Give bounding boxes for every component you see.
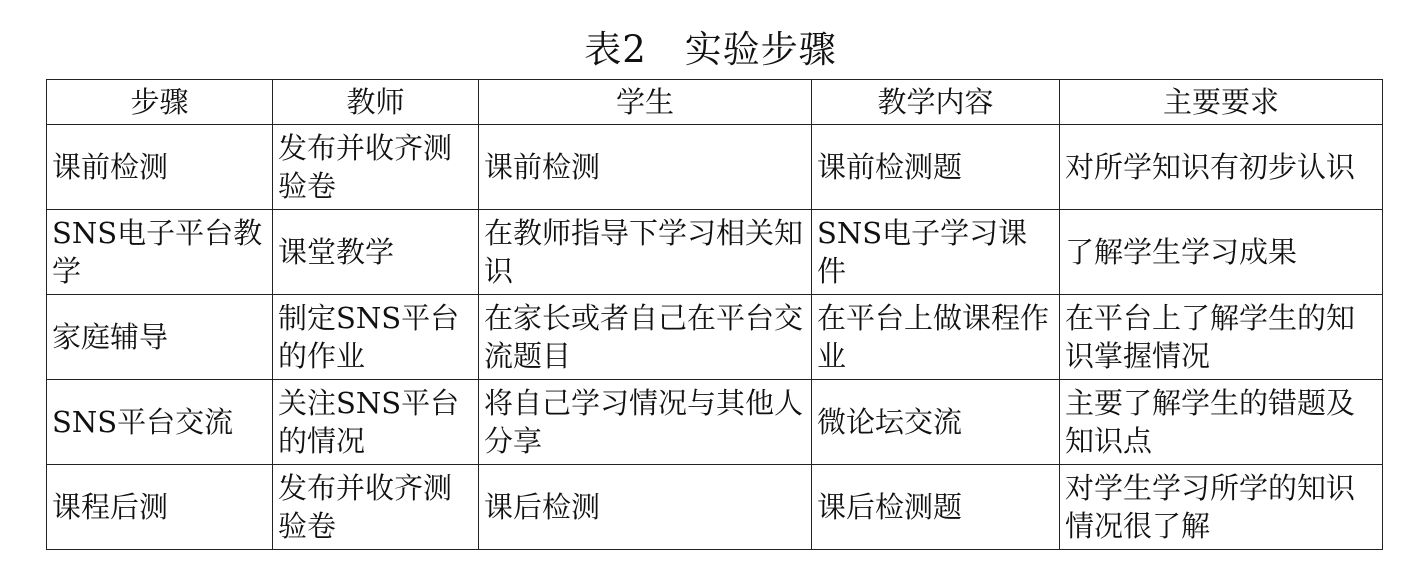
cell-teacher: 发布并收齐测验卷 (273, 465, 479, 550)
header-content: 教学内容 (812, 80, 1060, 125)
cell-student: 在家长或者自己在平台交流题目 (479, 295, 812, 380)
cell-step: 课前检测 (47, 125, 273, 210)
table-header-row (47, 80, 1383, 125)
header-teacher: 教师 (273, 80, 479, 125)
cell-step: SNS平台交流 (47, 380, 273, 465)
cell-content: SNS电子学习课件 (812, 210, 1060, 295)
header-student: 学生 (479, 80, 812, 125)
table-row (47, 210, 1383, 295)
cell-requirement: 对所学知识有初步认识 (1060, 125, 1383, 210)
cell-step: SNS电子平台教学 (47, 210, 273, 295)
cell-content: 课后检测题 (812, 465, 1060, 550)
cell-step: 家庭辅导 (47, 295, 273, 380)
table-row (47, 465, 1383, 550)
cell-teacher: 制定SNS平台的作业 (273, 295, 479, 380)
cell-student: 课前检测 (479, 125, 812, 210)
cell-student: 课后检测 (479, 465, 812, 550)
header-requirement: 主要要求 (1060, 80, 1383, 125)
table-row (47, 125, 1383, 210)
table-row (47, 295, 1383, 380)
cell-requirement: 了解学生学习成果 (1060, 210, 1383, 295)
cell-requirement: 主要了解学生的错题及知识点 (1060, 380, 1383, 465)
cell-content: 微论坛交流 (812, 380, 1060, 465)
experiment-steps-table (46, 79, 1383, 550)
cell-teacher: 关注SNS平台的情况 (273, 380, 479, 465)
cell-teacher: 发布并收齐测验卷 (273, 125, 479, 210)
cell-content: 在平台上做课程作业 (812, 295, 1060, 380)
cell-step: 课程后测 (47, 465, 273, 550)
table-title: 表2 实验步骤 (584, 28, 837, 71)
cell-requirement: 在平台上了解学生的知识掌握情况 (1060, 295, 1383, 380)
table-row (47, 380, 1383, 465)
header-step: 步骤 (47, 80, 273, 125)
cell-student: 将自己学习情况与其他人分享 (479, 380, 812, 465)
cell-teacher: 课堂教学 (273, 210, 479, 295)
cell-student: 在教师指导下学习相关知识 (479, 210, 812, 295)
cell-requirement: 对学生学习所学的知识情况很了解 (1060, 465, 1383, 550)
cell-content: 课前检测题 (812, 125, 1060, 210)
